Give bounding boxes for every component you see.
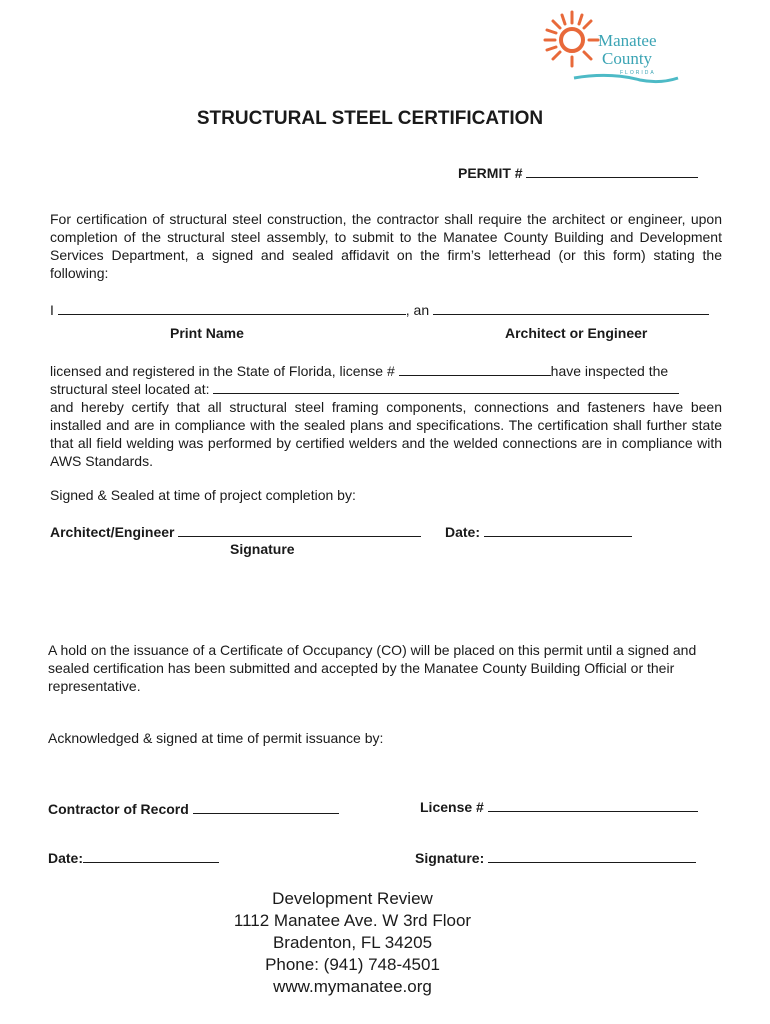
architect-signature-field[interactable] [178,523,421,537]
line-i-prefix: I [50,302,54,318]
licensed-text-2: have inspected the [550,363,669,379]
date-row [445,523,632,540]
location-line [50,380,722,397]
intro-paragraph: For certification of structural steel construction, the contractor shall require the architect or engineer, upon completion of the structural steel assembly, to submit to the Manatee County Building and Development Services Department, a signed and sealed affidavit on the firm’s letterhead (or this form) stating the following: [50,211,722,281]
print-name-field[interactable] [58,301,406,315]
location-field[interactable] [213,380,679,394]
footer-dept: Development Review [272,889,433,908]
footer-address [0,888,705,998]
license-row [420,798,698,815]
architect-engineer-type-field[interactable] [433,301,709,315]
line-i-mid: , an [405,302,430,318]
architect-engineer-row [50,523,421,540]
certify-paragraph: and hereby certify that all structural steel framing components, connections and fasteners have been installed and are in compliance with the sealed plans and specifications. The certification shall further state that all field welding was performed by certified welders and the welded connections are in compliance with AWS Standards. [50,399,722,469]
contractor-label: Contractor of Record [48,801,189,817]
footer-phone: Phone: (941) 748-4501 [265,955,440,974]
license-line [50,362,722,379]
wave-icon [574,75,678,81]
license-label: License # [420,799,484,815]
permit-field[interactable] [526,164,698,178]
signature2-row [415,849,696,866]
date2-row [48,849,219,866]
contractor-row [48,800,339,817]
page-title: STRUCTURAL STEEL CERTIFICATION [196,108,544,129]
logo-name: Manatee [598,31,657,50]
logo-name2: County [602,49,653,68]
footer-street: 1112 Manatee Ave. W 3rd Floor [233,911,472,930]
logo-state: FLORIDA [620,70,656,76]
permit-row [458,164,698,181]
architect-engineer-label: Architect/Engineer [50,524,175,540]
hold-paragraph: A hold on the issuance of a Certificate of Occupancy (CO) will be placed on this permit until a signed and sealed certification has been submitted and accepted by the Manatee County Building Official or their representative. [48,642,697,694]
print-name-label: Print Name [170,325,244,341]
date2-label: Date: [48,850,84,866]
signature2-label: Signature: [415,850,485,866]
name-line [50,301,722,318]
signature2-field[interactable] [488,849,696,863]
sun-icon [545,12,598,66]
licensed-text-1: licensed and registered in the State of Florida, license # [50,363,395,379]
date2-field[interactable] [83,849,219,863]
signature-label: Signature [230,541,295,557]
date-label: Date: [445,524,481,540]
signed-sealed-text: Signed & Sealed at time of project completion by: [50,487,356,503]
permit-label: PERMIT # [458,165,523,181]
footer-website[interactable]: www.mymanatee.org [273,977,432,996]
acknowledged-text: Acknowledged & signed at time of permit issuance by: [48,730,384,746]
licensed-text-3: structural steel located at: [50,381,210,397]
footer-city: Bradenton, FL 34205 [272,933,433,952]
license-field[interactable] [488,798,698,812]
date-field[interactable] [484,523,632,537]
manatee-county-logo [540,8,690,88]
contractor-field[interactable] [193,800,339,814]
architect-or-engineer-label: Architect or Engineer [505,325,648,341]
florida-license-field[interactable] [399,362,551,376]
